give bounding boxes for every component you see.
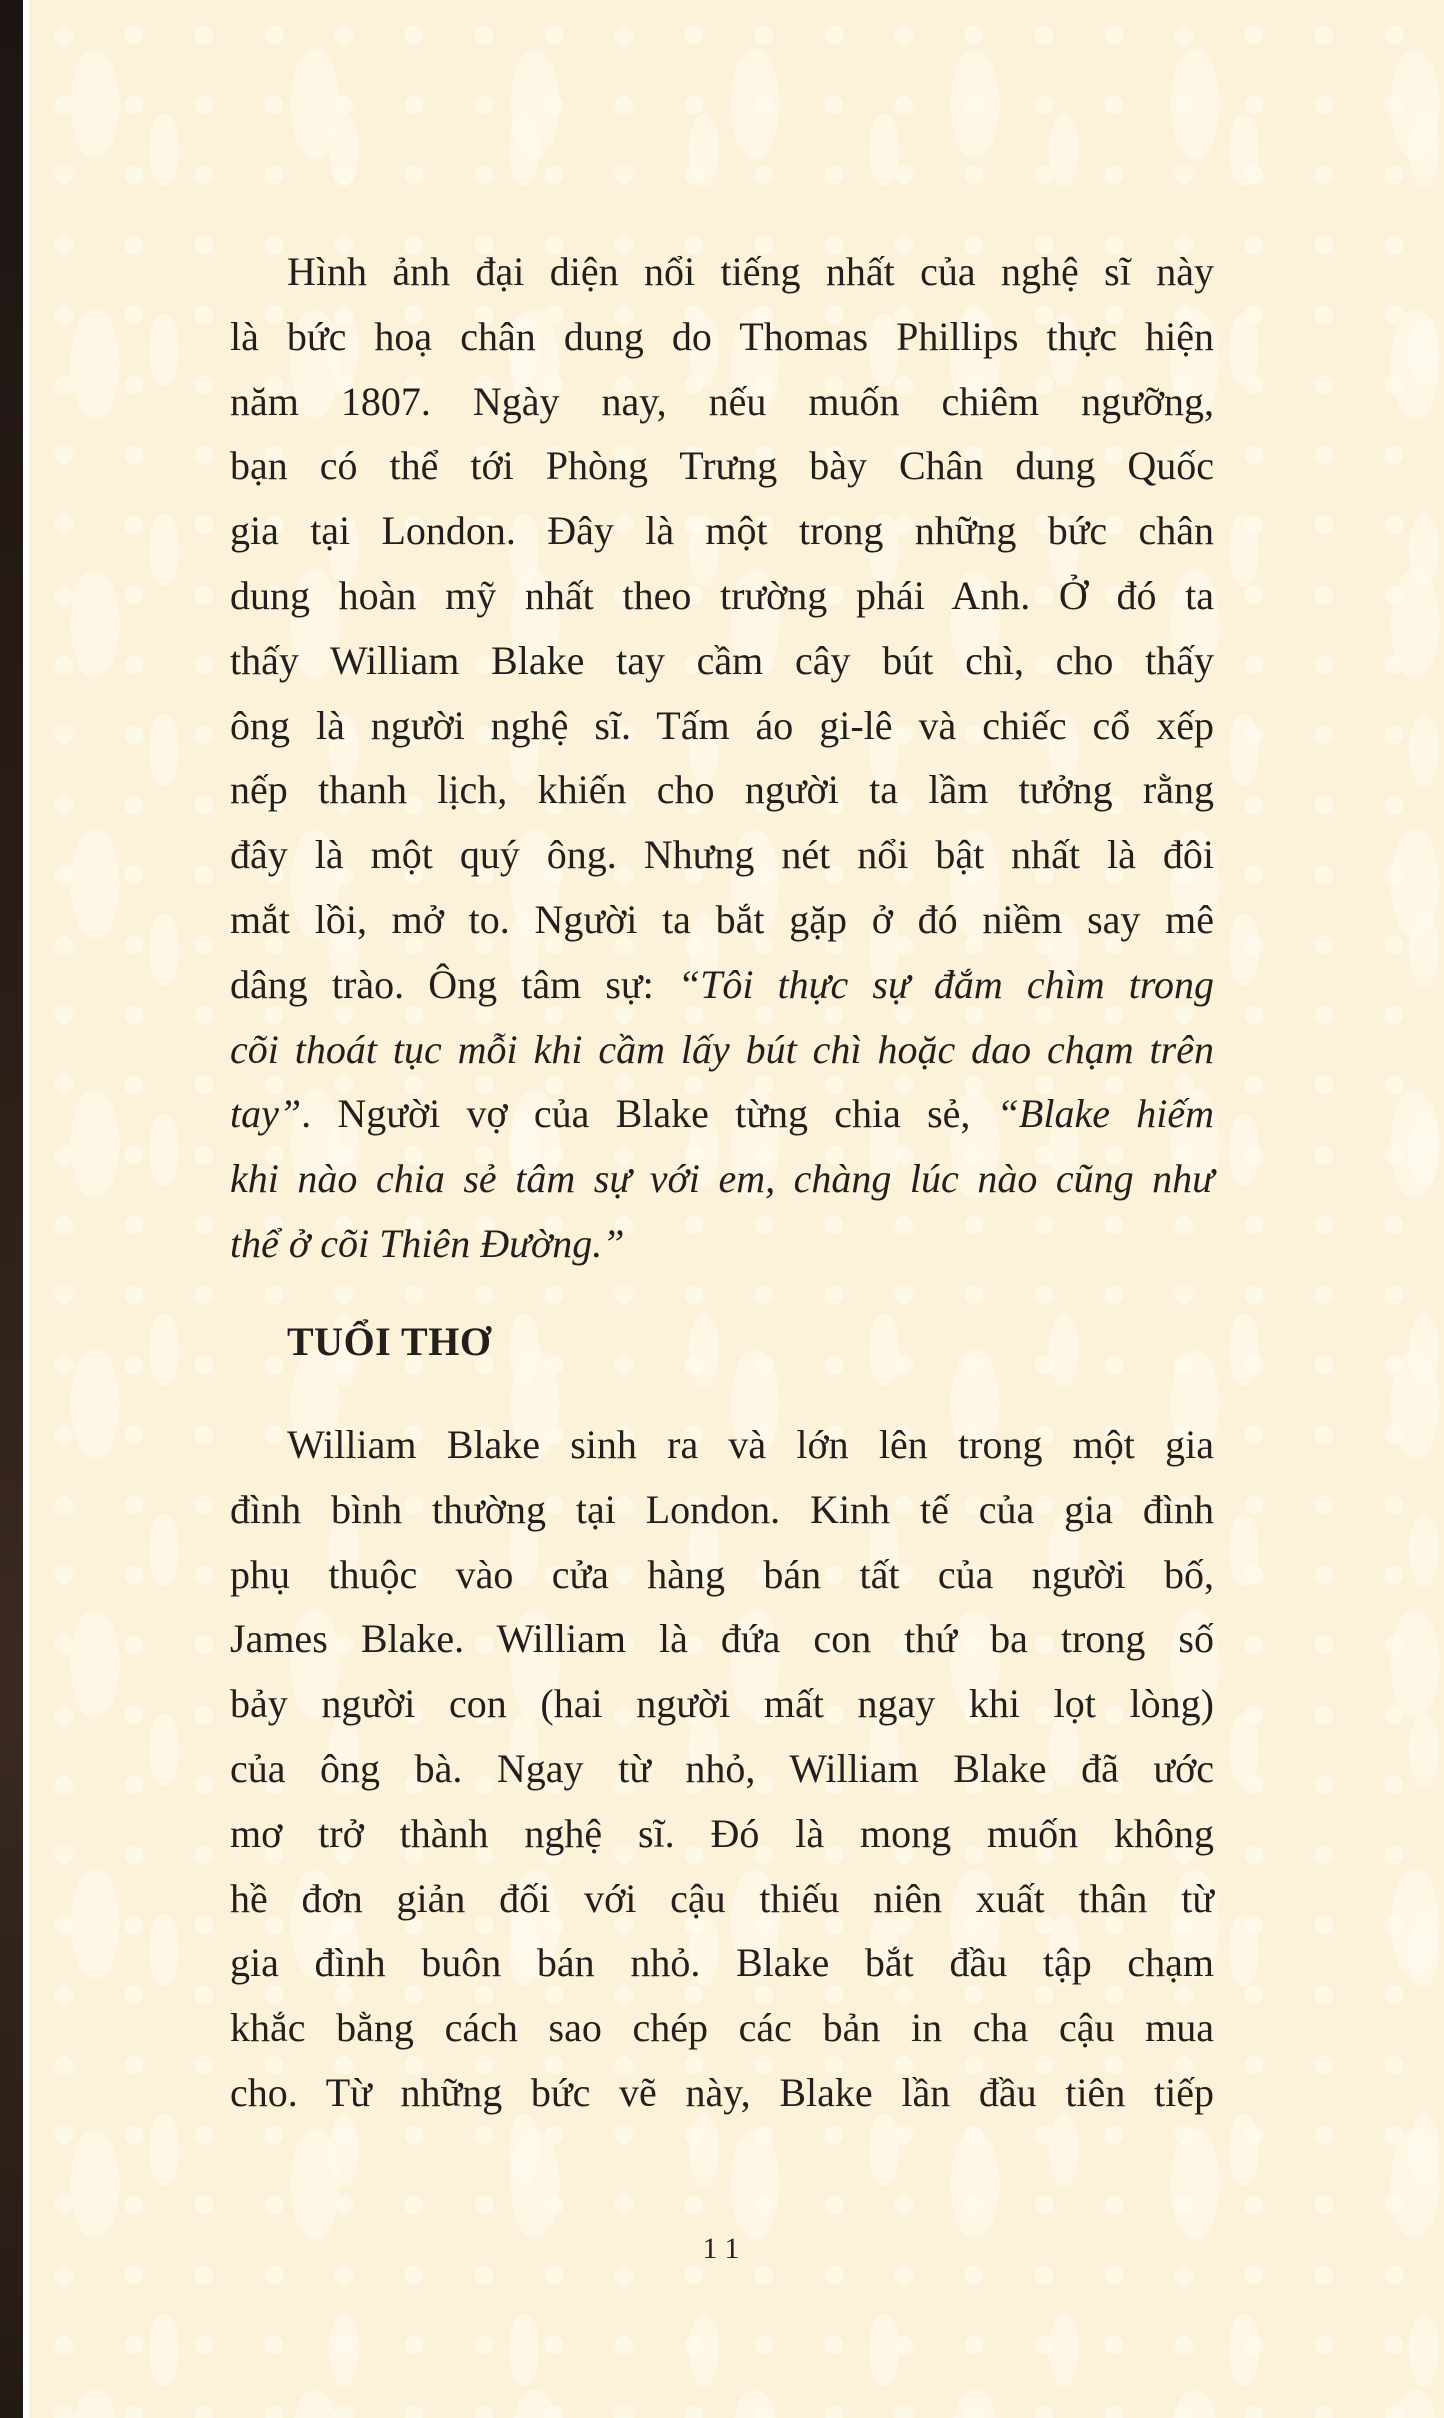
text-line — [230, 2061, 1214, 2126]
body-text: ông là người nghệ sĩ. Tấm áo gi-lê và chiếc cổ xếp — [230, 702, 1214, 748]
text-line — [230, 1543, 1214, 1608]
body-text: hề đơn giản đối với cậu thiếu niên xuất thân từ — [230, 1875, 1214, 1921]
page-number: 11 — [702, 2232, 748, 2265]
body-text: mắt lồi, mở to. Người ta bắt gặp ở đó niềm say mê — [230, 896, 1214, 942]
italic-quote-text: khi nào chia sẻ tâm sự với em, chàng lúc nào cũng như — [230, 1156, 1214, 1202]
text-line — [230, 1413, 1214, 1478]
text-line — [230, 434, 1214, 499]
body-text: năm 1807. Ngày nay, nếu muốn chiêm ngưỡng, — [230, 378, 1214, 424]
body-text: mơ trở thành nghệ sĩ. Đó là mong muốn không — [230, 1810, 1214, 1856]
italic-quote-text: “Blake hiếm — [996, 1091, 1214, 1137]
body-text: khắc bằng cách sao chép các bản in cha cậu mua — [230, 2005, 1214, 2051]
text-line — [230, 1212, 1214, 1277]
text-line — [230, 1478, 1214, 1543]
text-line — [230, 1018, 1214, 1083]
body-text: đây là một quý ông. Nhưng nét nổi bật nhất là đôi — [230, 832, 1214, 878]
text-line — [230, 953, 1214, 1018]
body-text: gia tại London. Đây là một trong những bức chân — [230, 508, 1214, 554]
body-text: gia đình buôn bán nhỏ. Blake bắt đầu tập chạm — [230, 1940, 1214, 1986]
text-line — [230, 823, 1214, 888]
body-text: . Người vợ của Blake từng chia sẻ, — [301, 1091, 997, 1137]
body-text: bảy người con (hai người mất ngay khi lọt lòng) — [230, 1681, 1214, 1727]
text-line — [230, 1147, 1214, 1212]
text-line — [230, 305, 1214, 370]
italic-quote-text: “Tôi thực sự đắm chìm trong — [677, 961, 1214, 1007]
text-line — [230, 370, 1214, 435]
text-line — [230, 499, 1214, 564]
text-line — [230, 694, 1214, 759]
text-line — [230, 564, 1214, 629]
paragraph-childhood — [230, 1413, 1214, 2126]
body-text: thấy William Blake tay cầm cây bút chì, cho thấy — [230, 637, 1214, 683]
section-heading: TUỔI THƠ — [287, 1319, 492, 1364]
body-text: bạn có thể tới Phòng Trưng bày Chân dung Quốc — [230, 443, 1214, 489]
text-line — [230, 1867, 1214, 1932]
text-line — [230, 1737, 1214, 1802]
text-line — [230, 758, 1214, 823]
body-text: của ông bà. Ngay từ nhỏ, William Blake đã ước — [230, 1745, 1214, 1791]
text-line — [230, 1996, 1214, 2061]
text-line — [230, 240, 1214, 305]
body-text: Hình ảnh đại diện nổi tiếng nhất của nghệ sĩ này — [287, 249, 1214, 294]
body-text: đình bình thường tại London. Kinh tế của gia đình — [230, 1486, 1214, 1532]
body-text: dâng trào. Ông tâm sự: — [230, 961, 678, 1007]
book-spine-edge — [0, 0, 23, 2418]
body-text: dung hoàn mỹ nhất theo trường phái Anh. Ở đó ta — [230, 572, 1214, 618]
text-line — [230, 1802, 1214, 1867]
italic-quote-text: thể ở cõi Thiên Đường.” — [230, 1220, 625, 1266]
text-line — [230, 1931, 1214, 1996]
body-text: cho. Từ những bức vẽ này, Blake lần đầu tiên tiếp — [230, 2069, 1214, 2115]
text-line — [230, 1672, 1214, 1737]
text-line — [230, 1607, 1214, 1672]
body-text: nếp thanh lịch, khiến cho người ta lầm tưởng rằng — [230, 767, 1214, 813]
paragraph-portrait — [230, 240, 1214, 1277]
body-text: James Blake. William là đứa con thứ ba trong số — [230, 1616, 1214, 1662]
body-text: là bức hoạ chân dung do Thomas Phillips thực hiện — [230, 313, 1214, 359]
italic-quote-text: tay” — [230, 1091, 302, 1137]
body-text: phụ thuộc vào cửa hàng bán tất của người bố, — [230, 1551, 1214, 1597]
text-line — [230, 1082, 1214, 1147]
text-line — [230, 888, 1214, 953]
body-text: William Blake sinh ra và lớn lên trong một gia — [287, 1422, 1214, 1467]
italic-quote-text: cõi thoát tục mỗi khi cầm lấy bút chì hoặc dao chạm trên — [230, 1026, 1214, 1072]
text-line — [230, 629, 1214, 694]
